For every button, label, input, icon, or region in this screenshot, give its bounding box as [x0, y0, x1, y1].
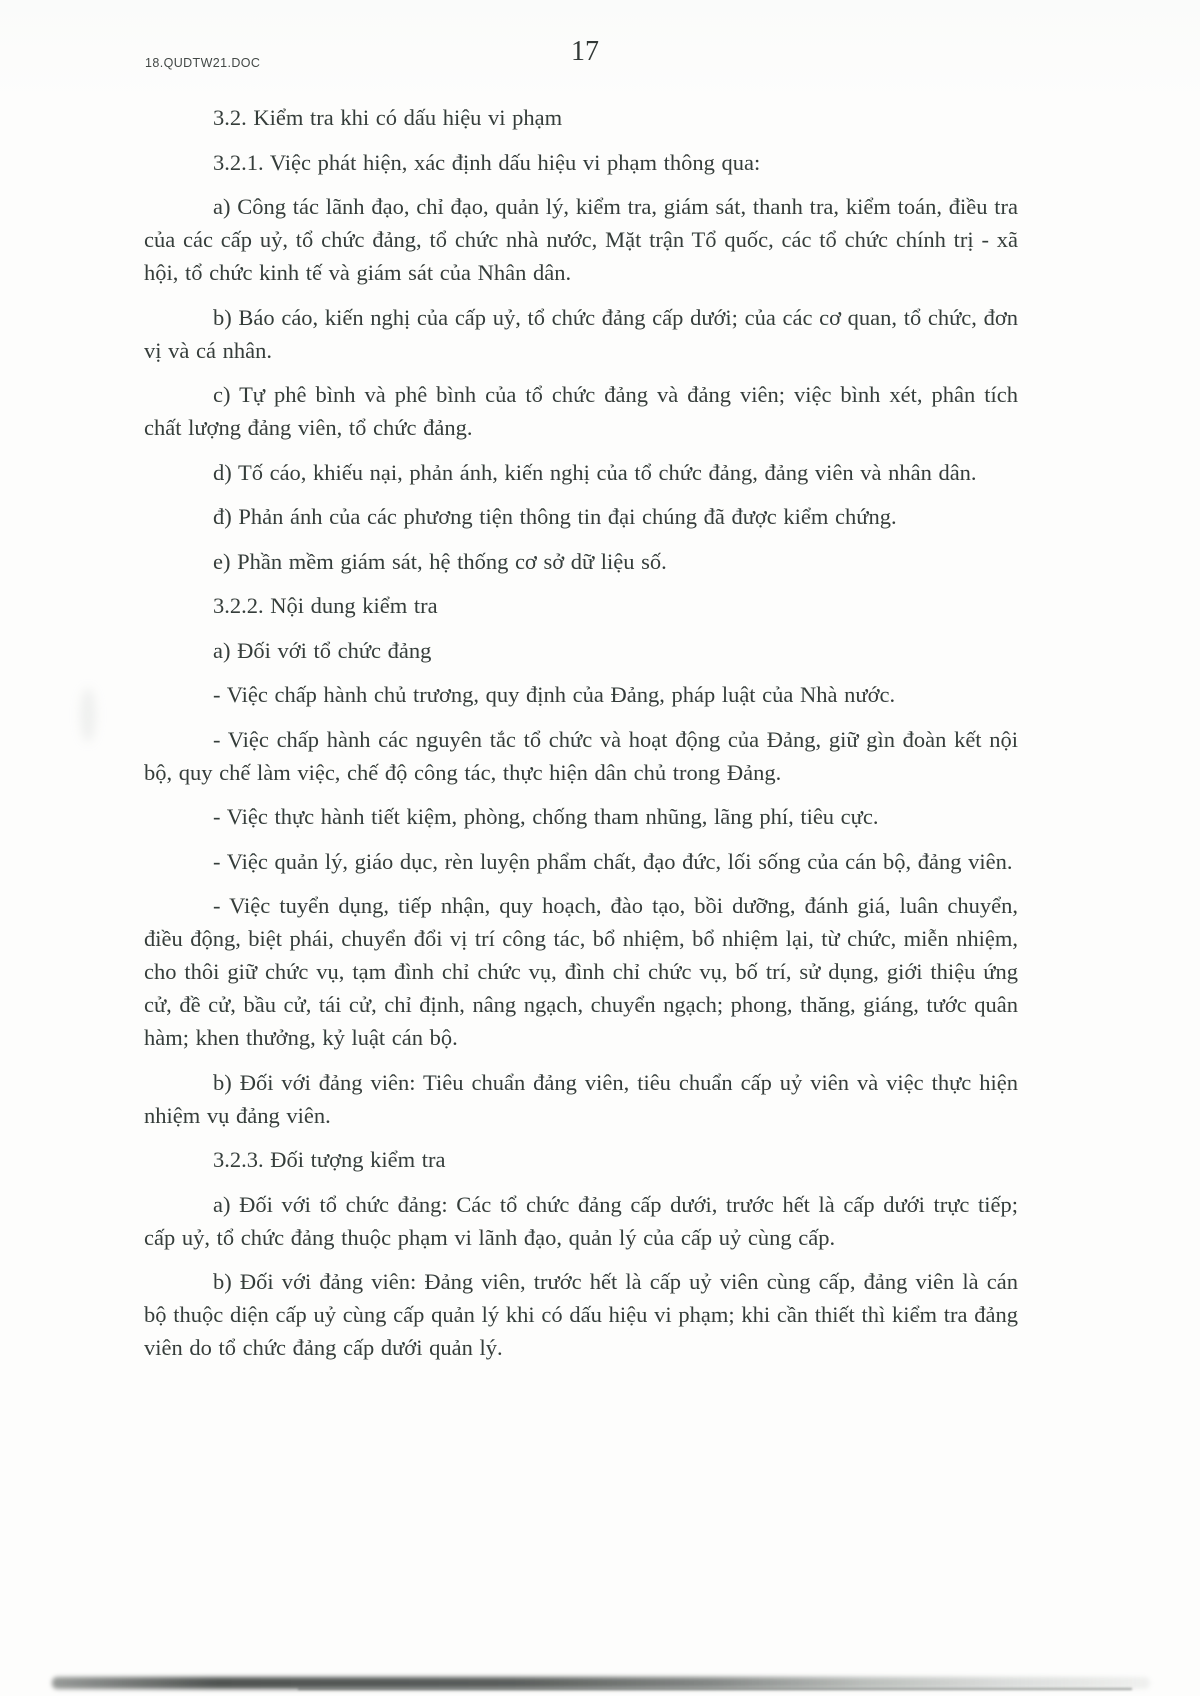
item-b-subjects: b) Đối với đảng viên: Đảng viên, trước hết là cấp uỷ viên cùng cấp, đảng viên là cán bộ thuộc diện cấp uỷ cùng cấp quản lý khi có dấu hiệu vi phạm; khi cần thiết thì kiểm tra đảng viên do tổ chức đảng cấp dưới quản lý. [144, 1269, 1018, 1360]
heading-3-2-1: 3.2.1. Việc phát hiện, xác định dấu hiệu vi phạm thông qua: [213, 149, 761, 175]
scan-bottom-line-artifact [298, 1688, 1132, 1690]
bullet-compliance: - Việc chấp hành chủ trương, quy định của Đảng, pháp luật của Nhà nước. [213, 682, 896, 707]
item-b-detection: b) Báo cáo, kiến nghị của cấp uỷ, tổ chức đảng cấp dưới; của các cơ quan, tổ chức, đơn vị và cá nhân. [144, 304, 1018, 363]
bullet-thrift: - Việc thực hành tiết kiệm, phòng, chống tham nhũng, lãng phí, tiêu cực. [213, 804, 879, 829]
item-b-members: b) Đối với đảng viên: Tiêu chuẩn đảng viên, tiêu chuẩn cấp uỷ viên và việc thực hiện nhiệm vụ đảng viên. [144, 1069, 1018, 1128]
item-a-subjects: a) Đối với tổ chức đảng: Các tổ chức đảng cấp dưới, trước hết là cấp dưới trực tiếp; cấp uỷ, tổ chức đảng thuộc phạm vi lãnh đạo, quản lý của cấp uỷ cùng cấp. [144, 1191, 1018, 1250]
item-dd-detection: đ) Phản ánh của các phương tiện thông tin đại chúng đã được kiểm chứng. [213, 504, 897, 529]
bullet-ethics: - Việc quản lý, giáo dục, rèn luyện phẩm chất, đạo đức, lối sống của cán bộ, đảng viên. [213, 848, 1013, 874]
document-filename: 18.QUDTW21.DOC [145, 56, 261, 70]
heading-3-2-3: 3.2.3. Đối tượng kiểm tra [213, 1147, 446, 1172]
item-a-detection: a) Công tác lãnh đạo, chỉ đạo, quản lý, kiểm tra, giám sát, thanh tra, kiểm toán, điều tra của các cấp uỷ, tổ chức đảng, tổ chức nhà nước, Mặt trận Tổ quốc, các tổ chức chính trị - xã hội, tổ chức kinh tế và giám sát của Nhân dân. [144, 194, 1018, 285]
bullet-personnel: - Việc tuyển dụng, tiếp nhận, quy hoạch, đào tạo, bồi dưỡng, đánh giá, luân chuyển, điều động, biệt phái, chuyển đổi vị trí công tác, bổ nhiệm, bổ nhiệm lại, từ chức, miễn nhiệm, cho thôi giữ chức vụ, tạm đình chỉ chức vụ, đình chỉ chức vụ, bố trí, sử dụng, giới thiệu ứng cử, đề cử, bầu cử, tái cử, chỉ định, nâng ngạch, chuyển ngạch; phong, thăng, giáng, tước quân hàm; khen thưởng, kỷ luật cán bộ. [144, 893, 1018, 1050]
bullet-principles: - Việc chấp hành các nguyên tắc tổ chức và hoạt động của Đảng, giữ gìn đoàn kết nội bộ, quy chế làm việc, chế độ công tác, thực hiện dân chủ trong Đảng. [144, 726, 1018, 785]
item-c-detection: c) Tự phê bình và phê bình của tổ chức đảng và đảng viên; việc bình xét, phân tích chất lượng đảng viên, tổ chức đảng. [144, 382, 1018, 440]
document-body [144, 101, 1018, 1376]
heading-3-2: 3.2. Kiểm tra khi có dấu hiệu vi phạm [213, 105, 563, 130]
item-e-detection: e) Phần mềm giám sát, hệ thống cơ sở dữ liệu số. [213, 548, 667, 574]
scan-smudge-artifact [80, 688, 96, 742]
page-number: 17 [571, 36, 599, 67]
item-d-detection: d) Tố cáo, khiếu nại, phản ánh, kiến nghị của tổ chức đảng, đảng viên và nhân dân. [213, 459, 977, 485]
item-a-content: a) Đối với tổ chức đảng [213, 637, 432, 663]
heading-3-2-2: 3.2.2. Nội dung kiểm tra [213, 593, 438, 618]
